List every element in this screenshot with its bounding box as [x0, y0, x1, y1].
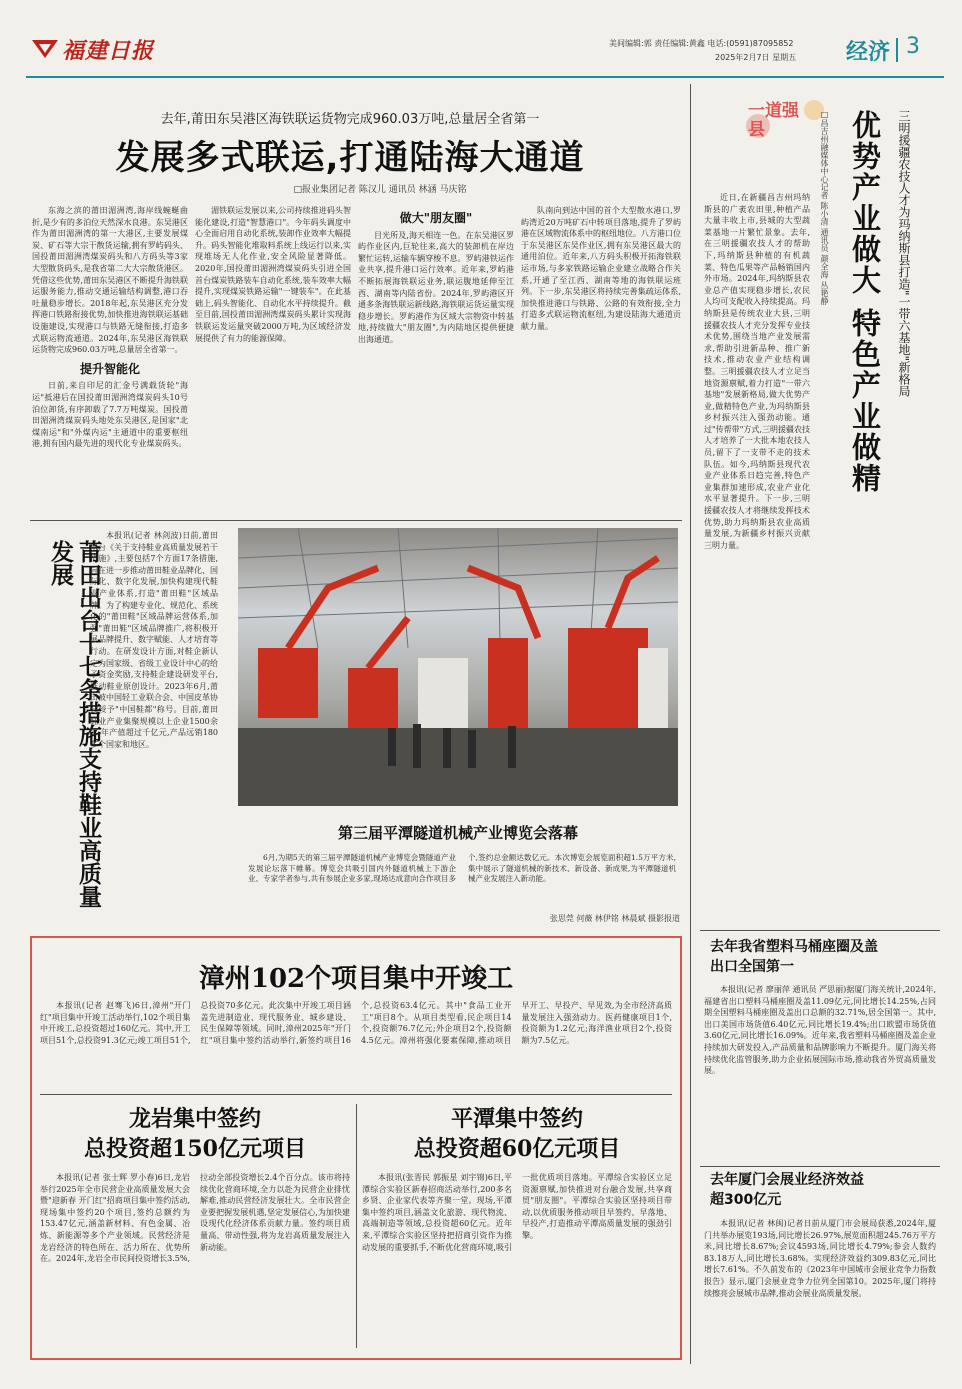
- lead-kicker: 去年,莆田东吴港区海铁联运货物完成960.03万吨,总量居全省第一: [160, 112, 540, 127]
- feature-subtitle: 三明援疆农技人才为玛纳斯县打造"一带六基地"新格局: [897, 110, 911, 398]
- feature-text-continued: [704, 596, 936, 926]
- longyan-headline: 龙岩集中签约 总投资超150亿元项目: [84, 1106, 306, 1162]
- pingtan-paragraph: 本报讯(张晋民 郭振星 刘宇锦)6日,平潭综合实验区新春招商活动举行,200多名乡贤、企业家代表等齐聚一堂。现场,平潭集中签约项目,涵盖文化旅游、现代物流、高端制造等领域,总投资超60亿元。近年来,平潭综合实验区坚持把招商引资作为推动发展的重要抓手,不断优化营商环境,吸引一批优质项目落地。平潭综合实验区立足资源禀赋,加快推进对台融合发展,共享商贸"朋友圈"。平潭综合实验区坚持项目带动,以优质服务推动项目早签约、早落地、早投产,打造推动平潭高质量发展的强劲引擎。: [362, 1173, 672, 1252]
- longyan-paragraph: 本报讯(记者 张士辉 罗小春)6日,龙岩举行2025年全市民营企业高质量发展大会暨"迎新春 开门红"招商项目集中签约活动,现场集中签约20个项目,签约总额约为153.47亿元,涵盖新材料、有色金属、冶炼、新能源等多个产业领域。民营经济是龙岩经济的特色所在、活力所在、优势所在。2024年,龙岩全市民间投资增长3.5%,拉动全部投资增长2.4个百分点。该市将持续优化营商环境,全力以赴为民营企业排忧解难,推动民营经济发展壮大。全市民营企业要把握发展机遇,坚定发展信心,为加快建设现代化经济体系贡献力量。签约项目质量高、带动性强,将为龙岩高质量发展注入新动能。: [40, 1173, 350, 1264]
- masthead: [26, 28, 944, 74]
- plastic-text: [704, 984, 936, 1162]
- plastic-headline: 去年我省塑料马桶座圈及盖 出口全国第一: [710, 939, 878, 975]
- logo-icon: [30, 36, 60, 60]
- right-divider-2: [700, 1166, 940, 1167]
- side-story-text: [90, 530, 218, 938]
- lead-headline: 发展多式联运,打通陆海大通道: [115, 138, 585, 178]
- xiamen-text: [704, 1218, 936, 1358]
- lead-column-3: [358, 205, 514, 515]
- section-divider: [896, 38, 898, 62]
- lead-col1b-paragraph: 日前,来自印尼的汇金号满载货轮"海运"抵港后在国投莆田湄洲湾煤炭码头10号泊位卸货,有序卸载了7.7万吨煤炭。国投莆田湄洲湾煤炭码头地处东吴港区,是国家"北煤南运"和"外煤内运"主通道中的重要枢纽港,拥有国内最先进的现代化专业煤炭码头。: [32, 381, 188, 449]
- box-vertical-divider: [356, 1104, 357, 1348]
- photo-caption-title: 第三届平潭隧道机械产业博览会落幕: [337, 824, 578, 842]
- subhead-smart: 提升智能化: [79, 361, 140, 376]
- lead-byline: □报业集团记者 陈汉儿 通讯员 林涵 马庆铭: [293, 185, 467, 195]
- lead-bottom-rule: [30, 520, 682, 521]
- section-label: 经济: [846, 40, 891, 65]
- feature-byline: □昌吉州融媒体中心记者 陈小清 通讯员 颜全海 丛艳静: [820, 110, 829, 306]
- pingtan-headline: 平潭集中签约 总投资超60亿元项目: [413, 1106, 621, 1162]
- zhangzhou-paragraph: 本报讯(记者 赵骞飞)6日,漳州"开门红"项目集中开竣工活动举行,102个项目集中开竣工,总投资超过160亿元。其中,开工项目51个,总投资91.3亿元;竣工项目51个,总投资70多亿元。此次集中开竣工项目涵盖先进制造业、现代服务业、城乡建设、民生保障等领域。同时,漳州2025年"开门红"项目集中签约活动举行,新签约项目16个,总投资63.4亿元。其中"食品工业开工"项目8个。从项目类型看,民企项目14个,投资额76.7亿元;外企项目2个,投资额4.5亿元。漳州将强化要素保障,推动项目早开工、早投产、早见效,为全市经济高质量发展注入强劲动力。医药健康项目1个,投资额为1.2亿元;海洋渔业项目2个,投资额为7.5亿元。: [40, 1001, 672, 1045]
- lead-col4-paragraph: 队南向到达中国的首个大型散水港口,罗屿湾近20万吨矿石中转项目落地,提升了罗屿港在区域物流体系中的枢纽地位。八方港口位于东吴港区东吴作业区,拥有东吴港区最大的通用泊位。近年来,八方码头积极开拓海铁联运市场,与多家铁路运输企业建立战略合作关系,开通了至江西、湖南等地的海铁联运班列。下一步,东吴港区将持续完善集疏运体系,加快推进港口与铁路、公路的有效衔接,全力打造多式联运物流枢纽,为建设陆海大通道贡献力量。: [521, 206, 681, 331]
- photo-caption-paragraph: 6月,为期5天的第三届平潭隧道机械产业博览会暨隧道产业发展论坛落下帷幕。博览会共吸引国内外隧道机械上下游企业、专家学者参与,共有参展企业多家,现场达成意向合作项目多个,签约总金额达数亿元。本次博览会展览面积超1.5万平方米,集中展示了隧道机械的新技术、新设备、新成果,为平潭隧道机械产业发展注入新动能。: [248, 853, 676, 883]
- photo-credit: 张思莞 何薇 林伊铭 林晨斌 摄影报道: [549, 914, 680, 923]
- lead-col2-paragraph: 湄铁联运发展以来,公司持续推进码头智能化建设,打造"智慧港口"。今年码头调度中心全面启用自动化系统,装卸作业效率大幅提升。码头智能化堆取料系统上线运行以来,实现堆场无人化作业,安全风险显著降低。2020年,国投莆田湄洲湾煤炭码头引进全国首台煤炭铁路装车自动化系统,装车效率大幅提升,实现煤炭铁路运输"一键装车"。在此基础上,码头智能化、自动化水平持续提升。截至目前,国投莆田湄洲湾煤炭码头累计实现海铁联运发运量突破2000万吨,为区域经济发展提供了有力的能源保障。: [195, 206, 351, 343]
- longyan-text: [40, 1172, 350, 1352]
- editor-info: 美间编辑:郭 责任编辑:黄鑫 电话:(0591)87095852: [609, 39, 794, 48]
- right-divider-1: [700, 930, 940, 931]
- right-column-divider: [690, 84, 691, 1364]
- zhangzhou-headline: 漳州102个项目集中开竣工: [198, 964, 514, 994]
- feature-text: [704, 192, 810, 592]
- feature-title: 优势产业做大 特色产业做精: [848, 110, 882, 495]
- pingtan-text: [362, 1172, 672, 1352]
- lead-col3-paragraph: 目光所及,海天相连一色。在东吴港区罗屿作业区内,巨轮往来,高大的装卸机在岸边繁忙运转,运输车辆穿梭不息。罗屿港铁运作业共享,提升港口运行效率。近年来,罗屿港不断拓展海铁联运业务,联运腹地延伸至江西、湖南等内陆省份。2024年,罗屿港区开通多条海铁联运新线路,海铁联运货运量实现稳步增长。罗屿港作为区域大宗物资中转基地,持续做大"朋友圈",为内陆地区提供便捷出海通道。: [358, 230, 514, 344]
- subhead-friends: 做大"朋友圈": [399, 211, 473, 225]
- feature-tag-text: 一道强县: [748, 101, 799, 140]
- feature-paragraph: 近日,在新疆昌吉州玛纳斯县的广袤农田里,种植产品大量丰收上市,县城的大型蔬菜基地一片繁忙景象。去年,在三明援疆农技人才的帮助下,玛纳斯县种植的有机蔬菜、特色瓜果等产品畅销国内外市场。2024年,玛纳斯县农业总产值实现稳步增长,农民人均可支配收入持续提高。玛纳斯县是传统农业大县,三明援疆农技人才充分发挥专业技术优势,围绕当地产业发展需求,帮助引进新品种、推广新技术,推动农业产业结构调整。三明援疆农技人才立足当地资源禀赋,着力打造"一带六基地"发展新格局,做大优势产业,做精特色产业,为玛纳斯县乡村振兴注入强劲动能。通过"传帮带"方式,三明援疆农技人才培养了一大批本地农技人员,留下了一支带不走的技术队伍。如今,玛纳斯县现代农业产业体系日趋完善,特色产业集群加速形成,农业产业化水平显著提升。下一步,三明援疆农技人才将继续发挥技术优势,助力玛纳斯县农业高质量发展,为新疆乡村振兴贡献三明力量。: [704, 193, 810, 550]
- side-vertical-title: 莆田出台十七条措施支持鞋业高质量发展: [47, 540, 101, 908]
- issue-date: 2025年2月7日 星期五: [715, 53, 797, 62]
- lead-col1-paragraph: 东海之滨的莆田湄洲湾,海岸线蜿蜒曲折,是少有的多泊位天然深水良港。东吴港区作为莆田湄洲湾的第一大港区,主要发展煤炭、矿石等大宗干散货运输,拥有罗屿码头、国投莆田湄洲湾煤炭码头和八方码头等3家大型散货码头,是我省第二大大宗散货港区。凭借这些优势,莆田东吴港区不断提升海铁联运服务能力,推动交通运输结构调整,港口吞吐量稳步增长。2018年起,东吴港区充分发挥港口铁路衔接优势,加快推进海铁联运基础设施建设,实现港口与铁路无缝衔接,打造多式联运物流通道。2024年,东吴港区海铁联运货物完成960.03万吨,总量居全省第一。: [32, 206, 188, 355]
- expo-photo: [238, 528, 678, 806]
- box-divider: [40, 1094, 672, 1095]
- xiamen-headline: 去年厦门会展业经济效益 超300亿元: [710, 1172, 864, 1208]
- feature-tag: [740, 96, 830, 140]
- photo-caption-text: [248, 853, 676, 909]
- plastic-paragraph: 本报讯(记者 廖丽萍 通讯员 严思丽)据厦门海关统计,2024年,福建省出口塑料马桶座圈及盖11.09亿元,同比增长14.25%,占同期全国塑料马桶座圈及盖出口总额的32.71%,居全国第一。其中,出口美国市场货值6.40亿元,同比增长19.4%;出口欧盟市场货值3.60亿元,同比增长16.09%。近年来,我省塑料马桶座圈及盖企业持续加大研发投入,产品质量和品牌影响力不断提升。厦门海关将持续优化监管服务,助力企业拓展国际市场,推动我省外贸高质量发展。: [704, 985, 936, 1076]
- page-number: 3: [906, 34, 920, 59]
- zhangzhou-text: [40, 1000, 672, 1088]
- logo-text: 福建日报: [62, 38, 155, 64]
- side-story-paragraph: 本报讯(记者 林剑波)日前,莆田出台《关于支持鞋业高质量发展若干措施》,主要包括7个方面17条措施,旨在进一步推动莆田鞋业品牌化、国际化、数字化发展,加快构建现代鞋业产业体系,打造"莆田鞋"区域品牌。为了构建专业化、规范化、系统化的"莆田鞋"区域品牌运营体系,加强"莆田鞋"区域品牌推广,将积极开展品牌提升、数字赋能、人才培育等行动。在研发设计方面,对鞋企新认定为国家级、省级工业设计中心的给予资金奖励,支持鞋企建设研发平台,推动鞋业原创设计。2023年6月,莆田被中国轻工业联合会、中国皮革协会授予"中国鞋都"称号。目前,莆田鞋业产业集聚规模以上企业1500余家,年产值超过千亿元,产品远销180多个国家和地区。: [90, 531, 218, 749]
- lead-column-4: [521, 205, 681, 515]
- lead-column-2: [195, 205, 351, 515]
- masthead-rule: [26, 76, 944, 78]
- xiamen-paragraph: 本报讯(记者 林闽)记者日前从厦门市会展局获悉,2024年,厦门共举办展览193场,同比增长26.97%,展览面积超245.76万平方米,同比增长8.67%;会议4593场,同比增长4.79%;参会人数约83.18万人,同比增长3.68%。实现经济效益约309.83亿元,同比增长7.61%。不久前发布的《2023年中国城市会展业竞争力指数报告》显示,厦门会展业竞争力位列全国第10。2025年,厦门将持续擦亮会展城市品牌,推动会展业高质量发展。: [704, 1219, 936, 1298]
